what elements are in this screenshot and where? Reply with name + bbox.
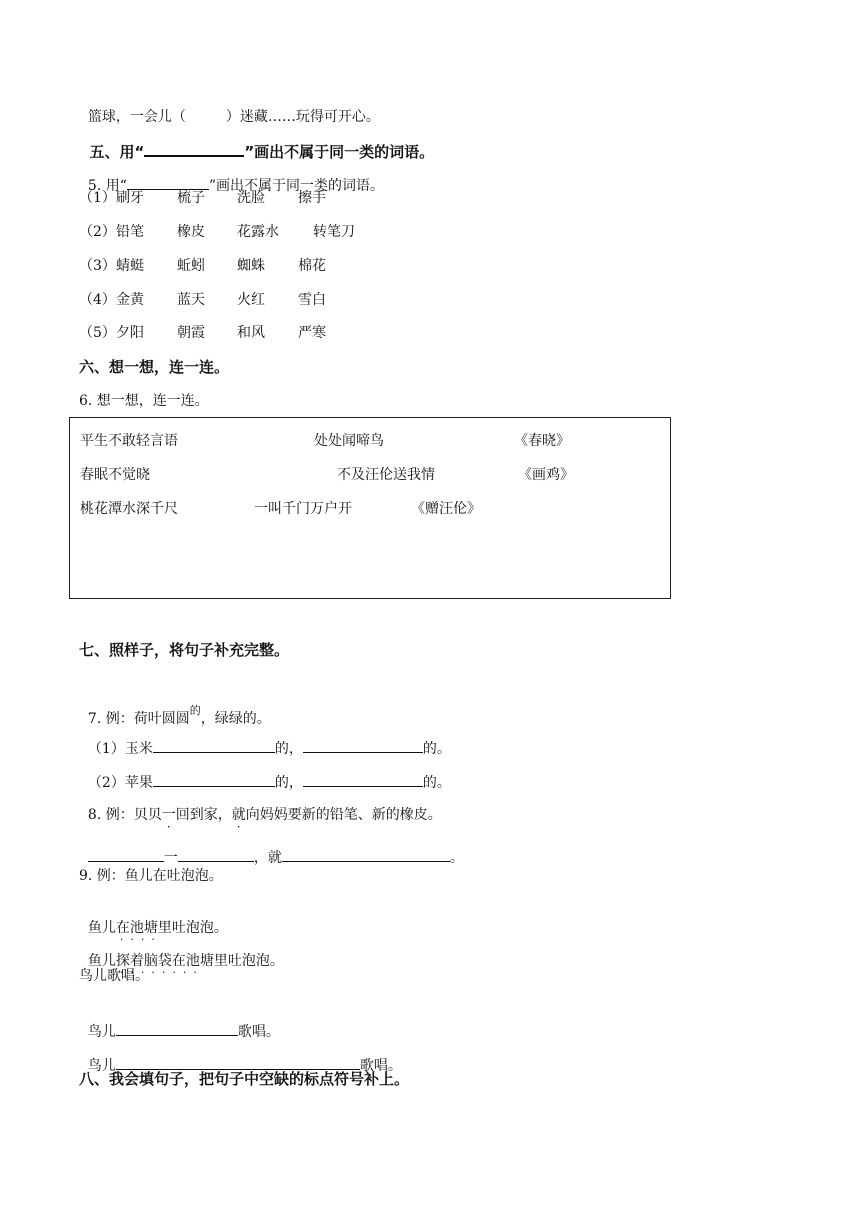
text-fragment: 。: [449, 850, 464, 866]
answer-blank[interactable]: [153, 738, 275, 753]
word: 雪白: [298, 292, 326, 308]
box-item[interactable]: 处处闻啼鸟: [314, 433, 384, 449]
text-fragment: 一: [163, 850, 178, 866]
text-fragment: 歌唱。: [359, 1058, 402, 1074]
box-item[interactable]: 《赠汪伦》: [411, 501, 481, 517]
question-9: 9. 例：鱼儿在吐泡泡。: [79, 868, 223, 884]
emphasis-char: 就: [231, 807, 246, 823]
answer-blank[interactable]: [88, 847, 164, 862]
text-fragment: ，就: [253, 850, 282, 866]
row-number: （4）: [79, 292, 116, 308]
text-fragment: 探着脑袋在池塘里: [115, 953, 228, 969]
word: 铅笔: [116, 224, 144, 240]
box-item[interactable]: 《春晓》: [514, 433, 570, 449]
text-fragment: 8. 例：贝贝: [87, 807, 162, 823]
superscript-char: 的: [189, 704, 201, 717]
word: 洗脸: [237, 190, 265, 206]
word: 蜻蜓: [116, 258, 144, 274]
text-fragment: 吐泡泡。: [227, 953, 284, 969]
text-fragment: 的。: [422, 741, 451, 757]
text-fragment: ，绿绿的。: [200, 711, 271, 727]
box-item[interactable]: 春眠不觉晓: [80, 467, 150, 483]
text-fragment: 的，: [274, 741, 303, 757]
text-fragment: 鱼儿: [87, 920, 116, 936]
word: 夕阳: [116, 325, 144, 341]
answer-blank[interactable]: [178, 847, 254, 862]
matching-box: [69, 417, 671, 599]
row-number: （5）: [79, 325, 116, 341]
section-6-heading: 六、想一想，连一连。: [79, 358, 230, 376]
word: 转笔刀: [313, 224, 355, 240]
box-item[interactable]: 不及汪伦送我情: [337, 467, 435, 483]
question-8-answer: [79, 827, 464, 868]
word: 梳子: [177, 190, 205, 206]
word: 蜘蛛: [237, 258, 265, 274]
question-6: 6. 想一想，连一连。: [79, 393, 209, 409]
text-fragment: 回到家，: [175, 807, 232, 823]
text-fragment: 的，: [274, 775, 303, 791]
word: 棉花: [298, 258, 326, 274]
row-number: （3）: [79, 258, 116, 274]
row-number: （2）: [79, 224, 116, 240]
box-item[interactable]: 桃花潭水深千尺: [80, 501, 178, 517]
box-item[interactable]: 平生不敢轻言语: [80, 433, 178, 449]
answer-blank[interactable]: [303, 738, 423, 753]
text-fragment: 鸟儿: [87, 1024, 116, 1040]
word: 严寒: [298, 325, 326, 341]
heading-fragment: ”画出不属于同一类的词语。: [244, 143, 435, 161]
word: 花露水: [237, 224, 279, 240]
text-fragment: ）迷藏……玩得可开心。: [225, 109, 380, 125]
word: 金黄: [116, 292, 144, 308]
text-fragment: 鱼儿: [87, 953, 116, 969]
text-fragment: 的。: [422, 775, 451, 791]
box-item[interactable]: 一叫千门万户开: [254, 501, 352, 517]
text-fragment: 在池塘里: [115, 920, 172, 936]
example-line: 鸟儿歌唱。: [79, 968, 149, 984]
answer-blank[interactable]: [116, 1021, 238, 1036]
emphasis-dots: ········: [119, 966, 204, 979]
heading-fragment: 五、用“: [89, 143, 145, 161]
text-fragment: 篮球，一会儿（: [87, 109, 186, 125]
text-fragment: 鸟儿: [87, 1058, 116, 1074]
emphasis-char: 一: [161, 807, 176, 823]
word: 和风: [237, 325, 265, 341]
text-fragment: 歌唱。: [237, 1024, 280, 1040]
word: 橡皮: [177, 224, 205, 240]
word: 擦手: [298, 190, 326, 206]
text-fragment: 5. 用“: [87, 178, 127, 194]
word: 火红: [237, 292, 265, 308]
word: 朝霞: [177, 325, 205, 341]
word: 蚯蚓: [177, 258, 205, 274]
section-8-heading: 八、我会填句子，把句子中空缺的标点符号补上。: [79, 1070, 410, 1088]
section-7-heading: 七、照样子，将句子补充完整。: [79, 641, 290, 659]
answer-blank[interactable]: [282, 847, 450, 862]
row-number: （1）: [79, 190, 116, 206]
text-fragment: 吐泡泡。: [171, 920, 228, 936]
word: 蓝天: [177, 292, 205, 308]
box-item[interactable]: 《画鸡》: [518, 467, 574, 483]
text-fragment: （2）苹果: [87, 775, 153, 791]
text-fragment: 7. 例：荷叶圆圆: [87, 711, 190, 727]
emphasis-dots: ····: [119, 933, 162, 946]
text-fragment: （1）玉米: [87, 741, 153, 757]
text-fragment: 向妈妈要新的铅笔、新的橡皮。: [245, 807, 442, 823]
question-8: [79, 785, 442, 825]
word: 刷牙: [116, 190, 144, 206]
text-fragment: ”画出不属于同一类的词语。: [208, 178, 385, 194]
